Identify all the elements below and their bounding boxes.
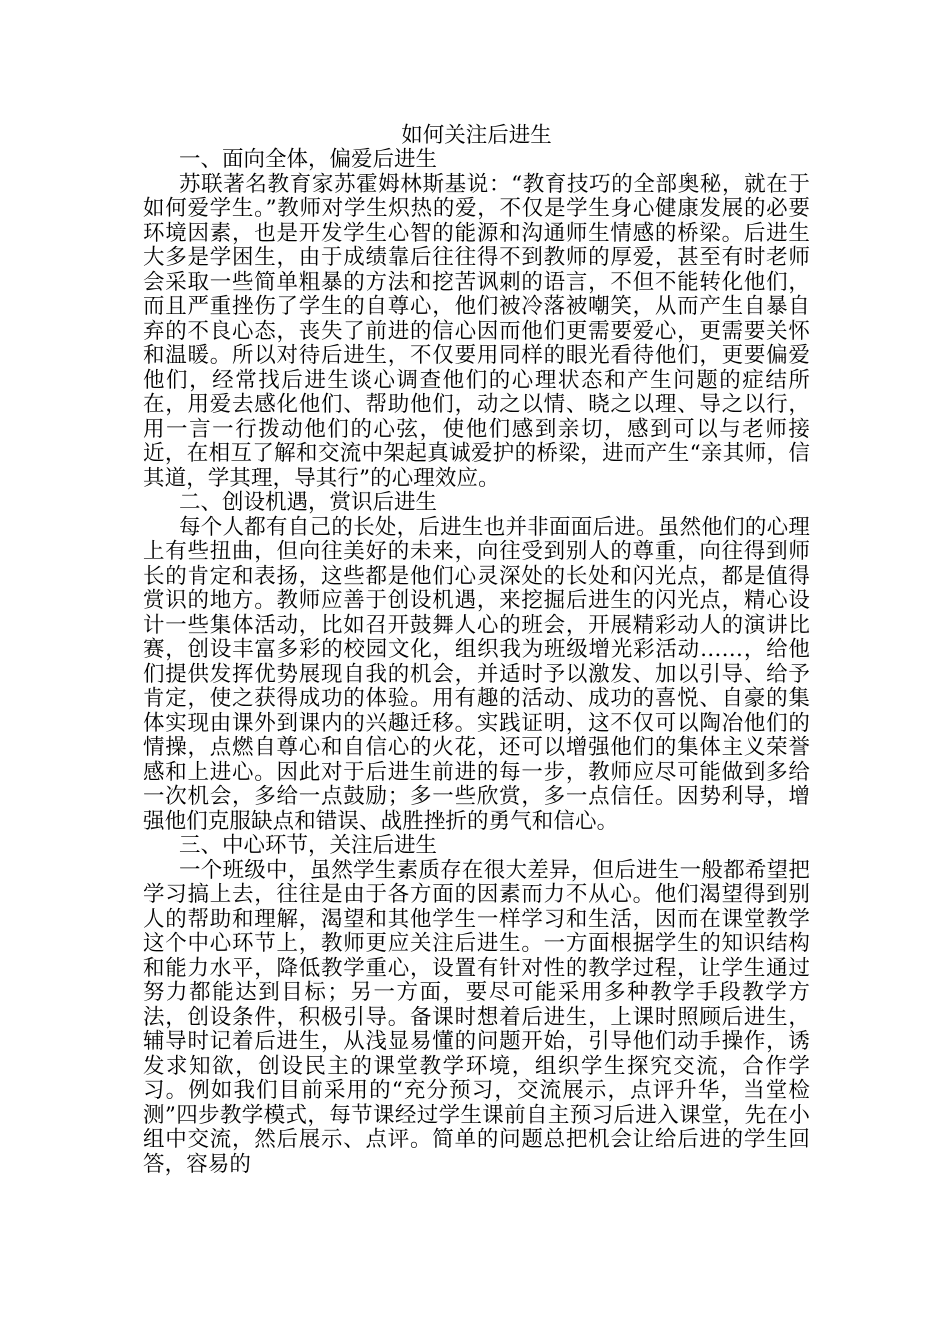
document-page — [143, 124, 810, 1177]
document-title: 如何关注后进生 — [401, 123, 552, 148]
section-heading-2: 二、创设机遇，赏识后进生 — [179, 490, 438, 515]
section-paragraph-2: 每个人都有自己的长处，后进生也并非面面后进。虽然他们的心理上有些扭曲，但向往美好的未来，向往受到别人的尊重，向往得到师长的肯定和表扬，这些都是他们心灵深处的长处和闪光点，都是值得赏识的地方。教师应善于创设机遇，来挖掘后进生的闪光点，精心设计一些集体活动，比如召开鼓舞人心的班会，开展精彩动人的演讲比赛，创设丰富多彩的校园文化，组织我为班级增光彩活动……，给他们提供发挥优势展现自我的机会，并适时予以激发、加以引导、给予肯定，使之获得成功的体验。用有趣的活动、成功的喜悦、自豪的集体实现由课外到课内的兴趣迁移。实践证明，这不仅可以陶冶他们的情操，点燃自尊心和自信心的火花，还可以增强他们的集体主义荣誉感和上进心。因此对于后进生前进的每一步，教师应尽可能做到多给一次机会，多给一点鼓励；多一些欣赏，多一点信任。因势利导，增强他们克服缺点和错误、战胜挫折的勇气和信心。 — [143, 514, 810, 834]
section-heading-1: 一、面向全体，偏爱后进生 — [179, 147, 438, 172]
section-paragraph-3: 一个班级中，虽然学生素质存在很大差异，但后进生一般都希望把学习搞上去，往往是由于各方面的因素而力不从心。他们渴望得到别人的帮助和理解，渴望和其他学生一样学习和生活，因而在课堂教学这个中心环节上，教师更应关注后进生。一方面根据学生的知识结构和能力水平，降低教学重心，设置有针对性的教学过程，让学生通过努力都能达到目标；另一方面，要尽可能采用多种教学手段教学方法，创设条件，积极引导。备课时想着后进生，上课时照顾后进生，辅导时记着后进生，从浅显易懂的问题开始，引导他们动手操作，诱发求知欲，创设民主的课堂教学环境，组织学生探究交流，合作学习。例如我们目前采用的“充分预习，交流展示，点评升华，当堂检测”四步教学模式，每节课经过学生课前自主预习后进入课堂，先在小组中交流，然后展示、点评。简单的问题总把机会让给后进的学生回答，容易的 — [143, 857, 810, 1177]
section-paragraph-1: 苏联著名教育家苏霍姆林斯基说：“教育技巧的全部奥秘，就在于如何爱学生。”教师对学生炽热的爱，不仅是学生身心健康发展的必要环境因素，也是开发学生心智的能源和沟通师生情感的桥梁。后进生大多是学困生，由于成绩靠后往往得不到教师的厚爱，甚至有时老师会采取一些简单粗暴的方法和挖苦讽刺的语言，不但不能转化他们，而且严重挫伤了学生的自尊心，他们被冷落被嘲笑，从而产生自暴自弃的不良心态，丧失了前进的信心因而他们更需要爱心，更需要关怀和温暖。所以对待后进生，不仅要用同样的眼光看待他们，更要偏爱他们，经常找后进生谈心调查他们的心理状态和产生问题的症结所在，用爱去感化他们、帮助他们，动之以情、晓之以理、导之以行，用一言一行拨动他们的心弦，使他们感到亲切，感到可以与老师接近，在相互了解和交流中架起真诚爱护的桥梁，进而产生“亲其师，信其道，学其理，导其行”的心理效应。 — [143, 171, 810, 491]
section-heading-3: 三、中心环节，关注后进生 — [179, 833, 438, 858]
